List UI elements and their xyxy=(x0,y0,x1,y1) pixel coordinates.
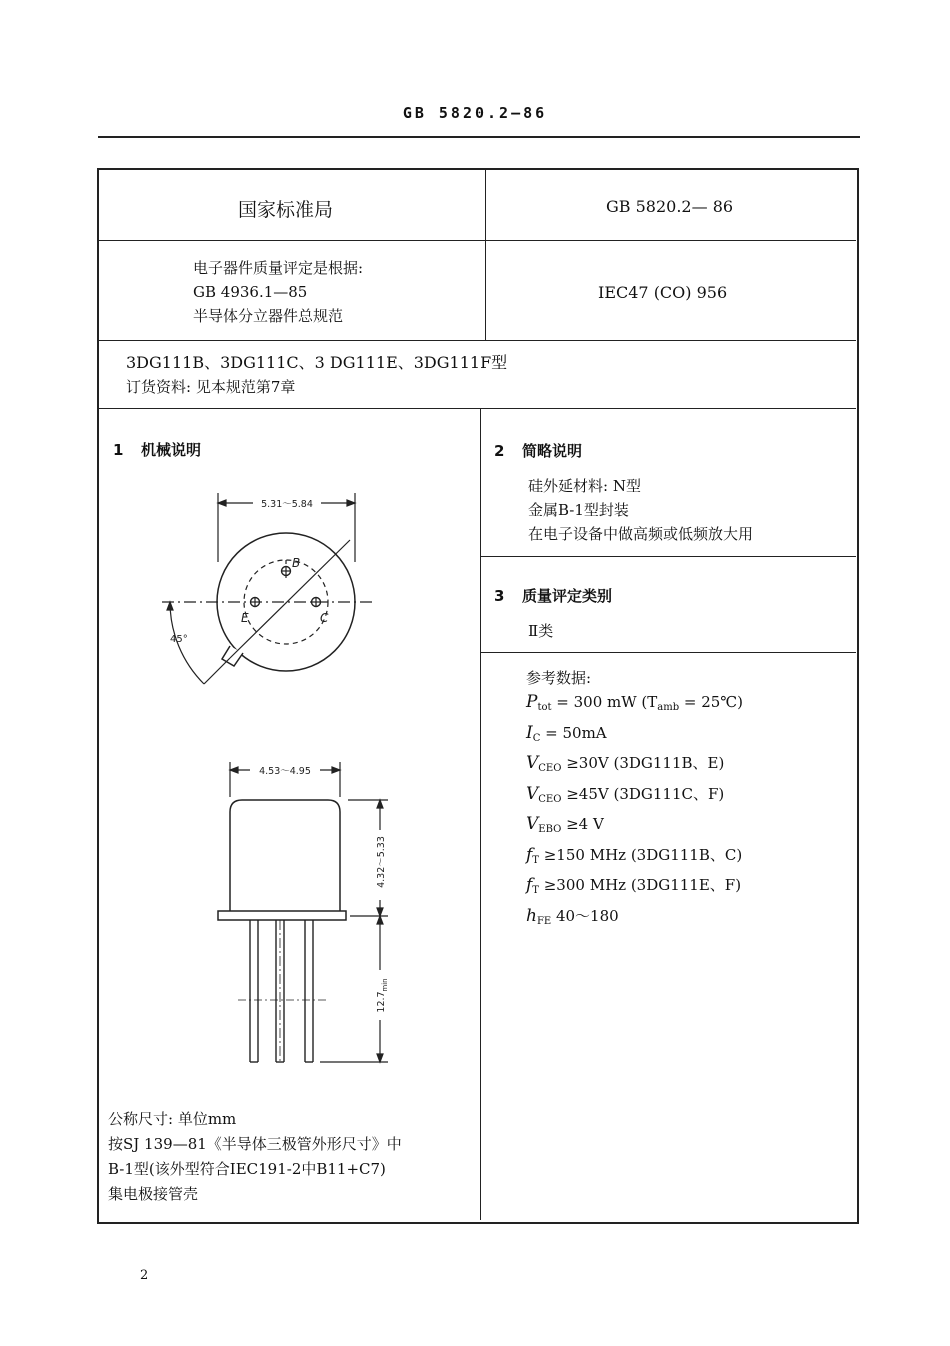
dim-arrow xyxy=(218,500,226,506)
section-title: 机械说明 xyxy=(141,441,202,459)
iec-reference: IEC47 (CO) 956 xyxy=(598,283,728,302)
row-divider-1 xyxy=(98,240,856,241)
reference-data-title: 参考数据: xyxy=(526,669,592,687)
outline-drawing xyxy=(100,470,478,1080)
section-1-heading xyxy=(113,439,201,460)
dim-label-top-diameter: 5.31～5.84 xyxy=(261,499,313,510)
reference-parameter xyxy=(526,812,743,843)
basis-block xyxy=(193,256,363,328)
section-number: 2 xyxy=(494,442,505,460)
section-title: 质量评定类别 xyxy=(522,587,613,605)
parameter-subscript: CEO xyxy=(538,793,562,805)
brief-line: 金属B-1型封装 xyxy=(528,501,629,519)
brief-line: 在电子设备中做高频或低频放大用 xyxy=(528,525,754,543)
reference-parameter xyxy=(526,904,743,935)
angle-leader xyxy=(204,658,230,684)
angle-label: 45° xyxy=(170,634,188,645)
basis-line: GB 4936.1—85 xyxy=(193,283,308,301)
note-line: 公称尺寸: 单位mm xyxy=(108,1110,237,1128)
section-number: 3 xyxy=(494,587,505,605)
dim-arrow xyxy=(377,800,383,808)
pin-label-c: C xyxy=(320,611,329,625)
parameter-symbol: V xyxy=(526,783,539,804)
reference-parameter xyxy=(526,690,743,721)
model-list: 3DG111B、3DG111C、3 DG111E、3DG111F型 xyxy=(126,353,508,372)
dim-arrow xyxy=(377,1054,383,1062)
page-number: 2 xyxy=(140,1268,149,1283)
parameter-symbol: V xyxy=(526,814,539,834)
parameter-subscript: FE xyxy=(536,915,552,927)
section-title: 简略说明 xyxy=(522,442,583,460)
header-rule xyxy=(98,136,860,138)
reference-parameter xyxy=(526,843,743,874)
pin-label-b: B xyxy=(292,556,301,570)
dim-arrow xyxy=(332,767,340,773)
parameter-subscript: amb xyxy=(657,702,680,713)
parameter-value: 40～180 xyxy=(551,906,619,925)
can-body xyxy=(230,800,340,911)
brief-line: 硅外延材料: N型 xyxy=(528,477,641,495)
right-divider-2 xyxy=(481,652,856,653)
header-standard-number: GB 5820.2—86 xyxy=(402,104,548,122)
notes-block xyxy=(108,1107,402,1207)
note-line: 按SJ 139—81《半导体三极管外形尺寸》中 xyxy=(108,1135,402,1153)
row-divider-2 xyxy=(98,340,856,341)
dim-arrow xyxy=(347,500,355,506)
parameter-symbol: P xyxy=(526,692,538,712)
reference-parameter-list xyxy=(526,690,743,934)
basis-line: 电子器件质量评定是根据: xyxy=(193,259,364,277)
right-divider-1 xyxy=(481,556,856,557)
pin-label-e: E xyxy=(241,611,249,625)
dim-arrow xyxy=(230,767,238,773)
parameter-subscript: CEO xyxy=(538,763,562,774)
parameter-value: ≥30V (3DG111B、E) xyxy=(561,754,725,772)
note-line: B-1型(该外型符合IEC191-2中B11+C7) xyxy=(108,1160,386,1178)
parameter-value: = 50mA xyxy=(540,723,607,742)
dim-label-body-height: 4.32～5.33 xyxy=(376,836,387,888)
row-divider-3 xyxy=(98,408,856,409)
parameter-value: ≥4 V xyxy=(561,815,604,833)
parameter-value: = 300 mW (T xyxy=(551,693,658,711)
reference-parameter xyxy=(526,721,743,752)
centerline-diagonal xyxy=(230,540,350,658)
parameter-value: ≥300 MHz (3DG111E、F) xyxy=(538,876,742,894)
dim-label-lead-length: 12.7 xyxy=(376,991,387,1013)
parameter-symbol: V xyxy=(526,753,539,773)
dim-arrow xyxy=(377,916,383,924)
quality-category: Ⅱ类 xyxy=(528,622,554,640)
parameter-value: ≥150 MHz (3DG111B、C) xyxy=(538,845,743,864)
section-number: 1 xyxy=(113,441,124,459)
parameter-subscript: T xyxy=(532,854,539,866)
angle-arrow xyxy=(167,602,173,610)
section-2-heading xyxy=(494,440,582,461)
reference-parameter xyxy=(526,873,743,904)
can-flange xyxy=(218,911,346,920)
agency-name: 国家标准局 xyxy=(238,199,334,221)
section-3-heading xyxy=(494,585,612,606)
parameter-value: ≥45V (3DG111C、F) xyxy=(561,784,725,803)
standard-code: GB 5820.2— 86 xyxy=(606,197,734,216)
ordering-info: 订货资料: 见本规范第7章 xyxy=(126,378,296,396)
parameter-symbol: f xyxy=(526,844,533,865)
basis-line: 半导体分立器件总规范 xyxy=(193,307,344,325)
parameter-symbol: h xyxy=(526,905,537,926)
dim-label-can-diameter: 4.53～4.95 xyxy=(259,766,311,777)
parameter-subscript: T xyxy=(532,885,539,896)
brief-description xyxy=(528,474,753,546)
note-line: 集电极接管壳 xyxy=(108,1185,199,1203)
parameter-symbol: I xyxy=(526,722,533,743)
reference-parameter xyxy=(526,782,743,813)
parameter-subscript: EBO xyxy=(538,824,562,835)
parameter-symbol: f xyxy=(526,875,533,895)
parameter-subscript: tot xyxy=(537,702,552,713)
reference-parameter xyxy=(526,751,743,782)
col-divider-bottom xyxy=(480,408,481,1220)
col-divider-top xyxy=(485,169,486,340)
parameter-subscript: C xyxy=(532,732,541,744)
parameter-value-tail: = 25℃) xyxy=(679,693,743,711)
dim-label-lead-min: min xyxy=(381,978,389,992)
